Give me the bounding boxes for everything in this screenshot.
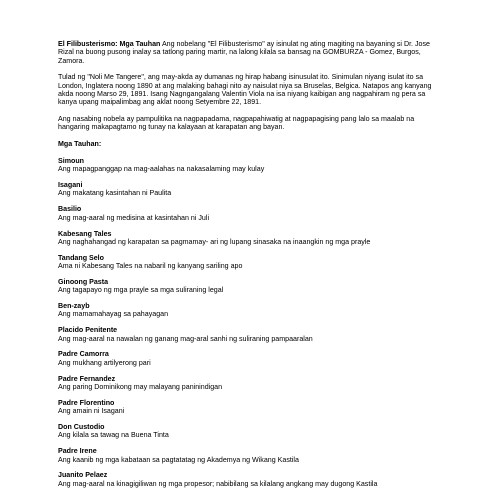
intro-paragraph-2: Tulad ng "Noli Me Tangere", ang may-akda ay dumanas ng hirap habang isinusulat ito. Sinimulan niyang isulat ito sa London, Inglatera noong 1890 at ang malaking bahagi nito ay naisulat niya sa Bruselas, Belgica. Natapos ang kanyang akda noong Marso 29, 1891. Isang Nagngangalang Valentin Viola na isa niyang kaibigan ang nagpahiram ng pera sa kanya upang maipalimbag ang aklat noong Setyembre 22, 1891.	[58, 73, 432, 107]
character-item	[58, 254, 445, 271]
character-item	[58, 471, 445, 488]
character-description: Ang mukhang artilyerong pari	[58, 358, 151, 367]
character-item	[58, 302, 445, 319]
character-description: Ang makatang kasintahan ni Paulita	[58, 189, 172, 198]
character-description: Ang mag-aaral ng medisina at kasintahan ni Juli	[58, 213, 210, 222]
character-item	[58, 350, 445, 367]
character-item	[58, 447, 445, 464]
character-name: Placido Penitente	[58, 326, 118, 335]
character-description: Ang mapagpanggap na mag-aalahas na nakasalaming may kulay	[58, 165, 265, 174]
intro-paragraph-3: Ang nasabing nobela ay pampulitika na nagpapadama, nagpapahiwatig at nagpapagising pang lalo sa maalab na hangaring makapagtamo ng tunay na kalayaan at karapatan ang bayan.	[58, 115, 415, 132]
character-description: Ang tagapayo ng mga prayle sa mga suliraning legal	[58, 286, 224, 295]
character-item	[58, 181, 445, 198]
character-description: Ang naghahangad ng karapatan sa pagmamay- ari ng lupang sinasaka na inaangkin ng mga prayle	[58, 237, 371, 246]
character-name: Basilio	[58, 205, 82, 214]
character-item	[58, 326, 445, 343]
character-description: Ang kilala sa tawag na Buena Tinta	[58, 431, 169, 440]
character-item	[58, 205, 445, 222]
character-item	[58, 423, 445, 440]
character-name: Ginoong Pasta	[58, 277, 109, 286]
document-title: El Filibusterismo: Mga Tauhan	[58, 40, 161, 48]
character-name: Padre Florentino	[58, 398, 115, 407]
character-description: Ang kaanib ng mga kabataan sa pagtatatag ng Akademya ng Wikang Kastila	[58, 455, 299, 464]
character-name: Simoun	[58, 156, 85, 165]
character-description: Ang paring Dominikong may malayang paninindigan	[58, 382, 223, 391]
character-description: Ama ni Kabesang Tales na nabaril ng kanyang sariling apo	[58, 262, 243, 271]
character-name: Don Custodio	[58, 423, 105, 432]
character-item	[58, 230, 445, 247]
intro-paragraph-1	[58, 40, 445, 65]
character-list	[58, 157, 445, 488]
character-name: Tandang Selo	[58, 253, 104, 262]
character-description: Ang mag-aaral na nawalan ng ganang mag-aral sanhi ng suliraning pampaaralan	[58, 334, 313, 343]
character-item	[58, 375, 445, 392]
section-heading: Mga Tauhan:	[58, 140, 102, 149]
character-name: Padre Irene	[58, 447, 97, 456]
character-description: Ang mag-aaral na kinagigiliwan ng mga propesor; nabibilang sa kilalang angkang may dugong Kastila	[58, 479, 378, 488]
intro-paragraph-1-text: Ang nobelang "El Filibusterismo" ay isinulat ng ating magiting na bayaning si Dr. Jose Rizal na buong pusong inalay sa tatlong paring martir, na lalong kilala sa bansag na GOMBURZA - Gomez, Burgos, Zamora.	[58, 40, 430, 65]
character-item	[58, 399, 445, 416]
character-item	[58, 157, 445, 174]
character-item	[58, 278, 445, 295]
character-name: Ben-zayb	[58, 302, 90, 311]
character-name: Kabesang Tales	[58, 229, 112, 238]
character-name: Padre Fernandez	[58, 374, 116, 383]
character-description: Ang mamamahayag sa pahayagan	[58, 310, 169, 319]
character-name: Juanito Pelaez	[58, 471, 108, 480]
character-name: Padre Camorra	[58, 350, 109, 359]
character-name: Isagani	[58, 181, 83, 190]
character-description: Ang amain ni Isagani	[58, 407, 125, 416]
